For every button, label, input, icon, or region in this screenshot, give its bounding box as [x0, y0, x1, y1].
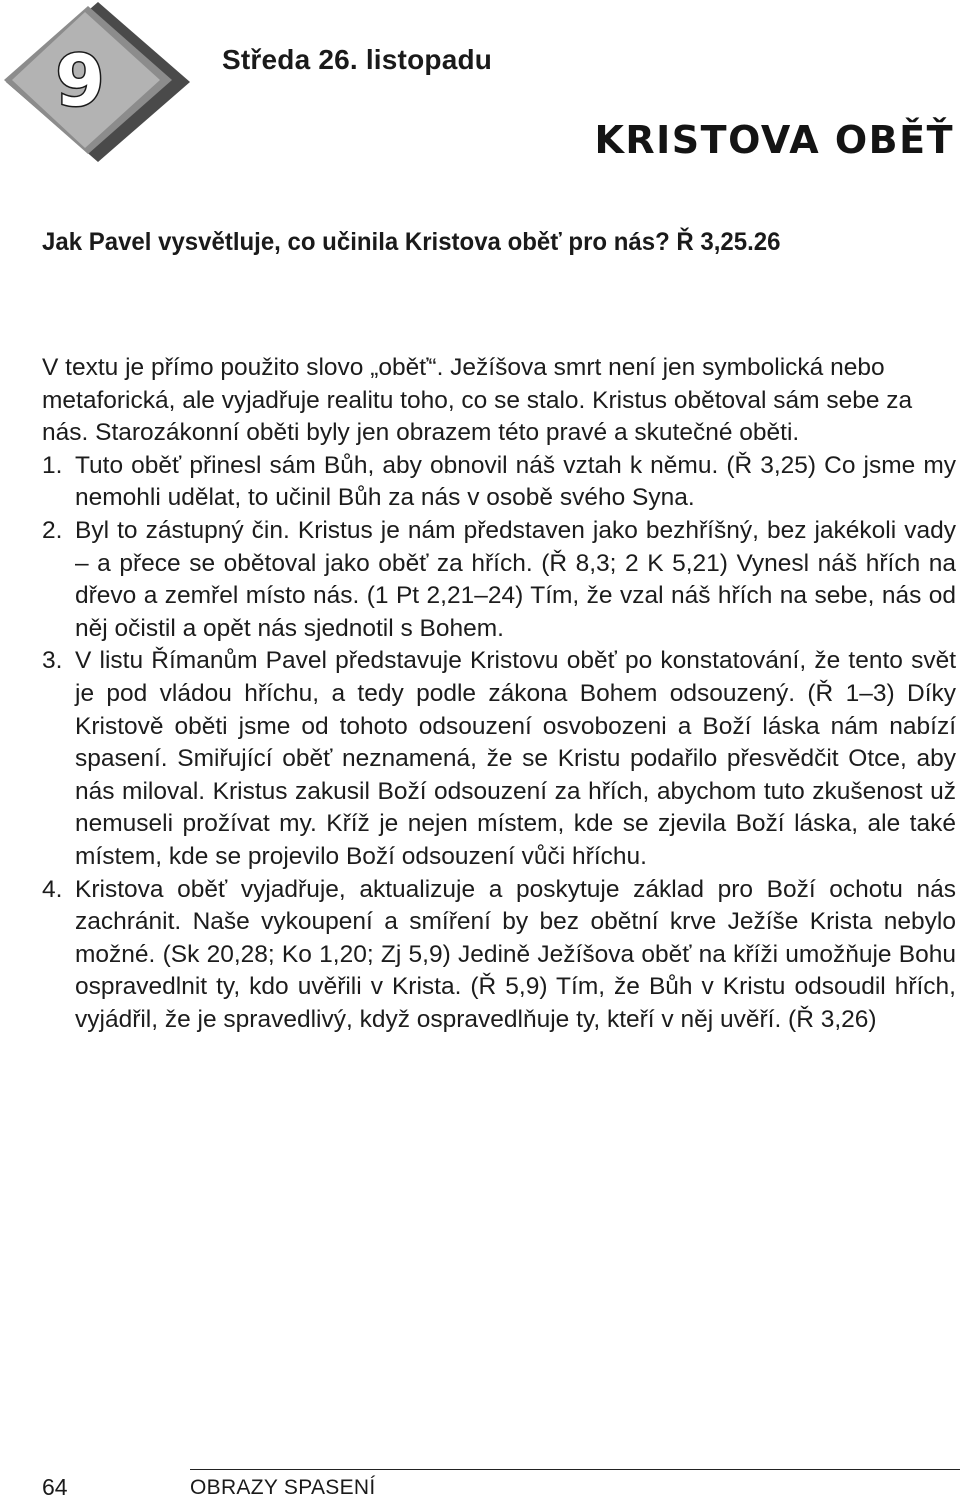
list-item [42, 645, 956, 873]
lesson-title: KRISTOVA OBĚŤ [594, 118, 954, 162]
list-item-number: 2. [42, 516, 63, 544]
study-question: Jak Pavel vysvětluje, co učinila Kristova oběť pro nás? Ř 3,25.26 [42, 228, 781, 256]
footer-divider [190, 1469, 960, 1470]
list-item-number: 1. [42, 451, 63, 479]
intro-paragraph: V textu je přímo použito slovo „oběť“. Ježíšova smrt není jen symbolická nebo metaforická, ale vyjadřuje realitu toho, co se stalo. Kristus obětoval sám sebe za nás. Starozákonní oběti byly jen obrazem této pravé a skutečné oběti. [42, 354, 913, 447]
lesson-date: Středa 26. listopadu [222, 44, 493, 75]
list-item-text: Byl to zástupný čin. Kristus je nám představen jako bezhříšný, bez jakékoli vady – a přece se obětoval jako oběť za hřích. (Ř 8,3; 2 K 5,21) Vynesl náš hřích na dřevo a zemřel místo nás. (1 Pt 2,21–24) Tím, že vzal náš hřích na sebe, nás od něj očistil a opět nás sjednotil s Bohem. [75, 516, 956, 642]
lesson-number-badge [0, 0, 200, 170]
list-item-number: 4. [42, 875, 63, 903]
lesson-body [42, 352, 956, 1036]
diamond-badge-icon [0, 0, 200, 170]
lesson-number: 9 [55, 40, 105, 122]
list-item [42, 515, 956, 645]
list-item-number: 3. [42, 647, 63, 675]
book-title: OBRAZY SPASENÍ [190, 1476, 376, 1499]
list-item-text: Kristova oběť vyjadřuje, aktualizuje a poskytuje základ pro Boží ochotu nás zachránit. Naše vykoupení a smíření by bez obětní krve Ježíše Krista nebylo možné. (Sk 20,28; Ko 1,20; Zj 5,9) Jedině Ježíšova oběť na kříži umožňuje Bohu ospravedlnit ty, kdo uvěřili v Krista. (Ř 5,9) Tím, že Bůh v Kristu odsoudil hřích, vyjádřil, že je spravedlivý, když ospravedlňuje ty, kteří v něj uvěří. (Ř 3,26) [75, 875, 956, 1033]
list-item [42, 450, 956, 515]
list-item-text: V listu Římanům Pavel představuje Kristovu oběť po konstatování, že tento svět je pod vládou hříchu, a tedy podle zákona Bohem odsouzený. (Ř 1–3) Díky Kristově oběti jsme od tohoto odsouzení osvobozeni a Boží láska nám nabízí spasení. Smiřující oběť neznamená, že se Kristu podařilo přesvědčit Otce, aby nás miloval. Kristus zakusil Boží odsouzení za hřích, abychom tuto zkušenost už nemuseli prožívat my. Kříž je nejen místem, kde se zjevila Boží láska, ale také místem, kde se projevilo Boží odsouzení vůči hříchu. [75, 647, 956, 870]
page-number: 64 [42, 1474, 68, 1500]
list-item [42, 874, 956, 1037]
list-item-text: Tuto oběť přinesl sám Bůh, aby obnovil náš vztah k němu. (Ř 3,25) Co jsme my nemohli udělat, to učinil Bůh za nás v osobě svého Syna. [75, 451, 956, 512]
